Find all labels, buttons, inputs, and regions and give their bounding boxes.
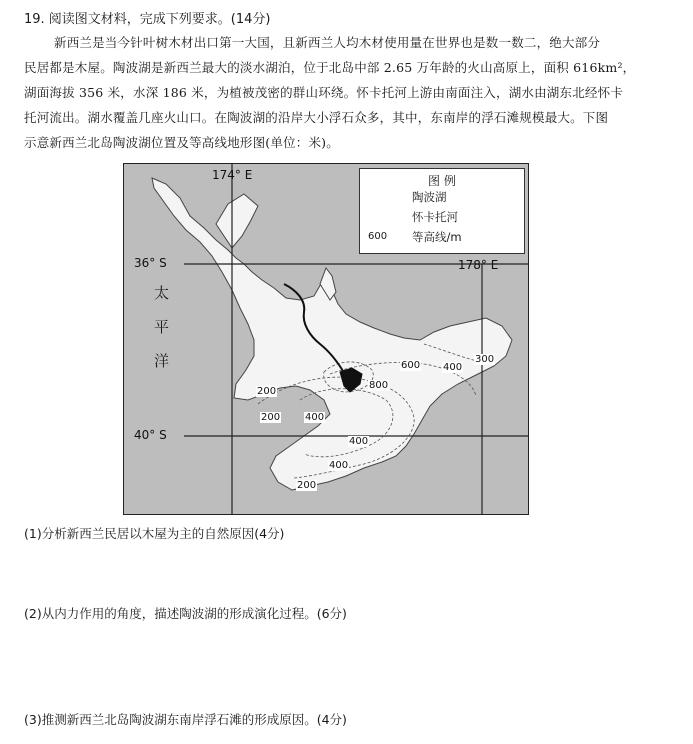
taupo-map [123, 163, 529, 515]
latitude-36-label: 36° S [134, 256, 167, 270]
contour-label: 400 [349, 436, 369, 447]
legend-contour-value: 600 [368, 231, 388, 242]
map-legend [359, 168, 525, 254]
sub-question-2: (2)从内力作用的角度，描述陶波湖的形成演化过程。(6分) [24, 606, 347, 621]
passage-line: 民居都是木屋。陶波湖是新西兰最大的淡水湖泊，位于北岛中部 2.65 万年龄的火山高原上，面积 616km²， [24, 60, 636, 75]
longitude-178-label: 178° E [458, 258, 499, 272]
latitude-40-label: 40° S [134, 428, 167, 442]
legend-title: 图 例 [428, 174, 456, 188]
legend-row-contour [368, 229, 462, 245]
contour-label: 200 [261, 412, 281, 423]
contour-label: 400 [329, 460, 349, 471]
ocean-label-char: 太 [154, 284, 170, 302]
sub-question-1: (1)分析新西兰民居以木屋为主的自然原因(4分) [24, 526, 285, 541]
ocean-label-char: 洋 [154, 352, 170, 370]
passage-line: 湖面海拔 356 米，水深 186 米，为植被茂密的群山环绕。怀卡托河上游由南面注入，湖水由湖东北经怀卡 [24, 85, 624, 100]
legend-row-lake [368, 189, 447, 205]
question-title: 19. 阅读图文材料，完成下列要求。(14分) [24, 12, 271, 27]
legend-river-label: 怀卡托河 [412, 210, 458, 224]
passage-line: 新西兰是当今针叶树木材出口第一大国，且新西兰人均木材使用量在世界也是数一数二，绝大部分 [54, 35, 601, 50]
contour-label: 400 [443, 362, 463, 373]
legend-row-river [368, 209, 458, 225]
passage-line: 示意新西兰北岛陶波湖位置及等高线地形图(单位：米)。 [24, 135, 339, 150]
contour-label: 300 [475, 354, 495, 365]
question-passage [24, 30, 676, 155]
contour-label: 600 [401, 360, 421, 371]
ocean-label-char: 平 [154, 318, 170, 336]
sub-question-3: (3)推测新西兰北岛陶波湖东南岸浮石滩的形成原因。(4分) [24, 712, 347, 727]
contour-label: 800 [369, 380, 389, 391]
northland-peninsula [216, 194, 258, 248]
passage-line: 托河流出。湖水覆盖几座火山口。在陶波湖的沿岸大小浮石众多，其中，东南岸的浮石滩规模最大。下图 [24, 110, 609, 125]
legend-lake-label: 陶波湖 [412, 190, 447, 204]
legend-contour-label: 等高线/m [412, 230, 462, 244]
contour-label: 400 [305, 412, 325, 423]
longitude-174-label: 174° E [212, 168, 253, 182]
contour-label: 200 [297, 480, 317, 491]
contour-label: 200 [257, 386, 277, 397]
